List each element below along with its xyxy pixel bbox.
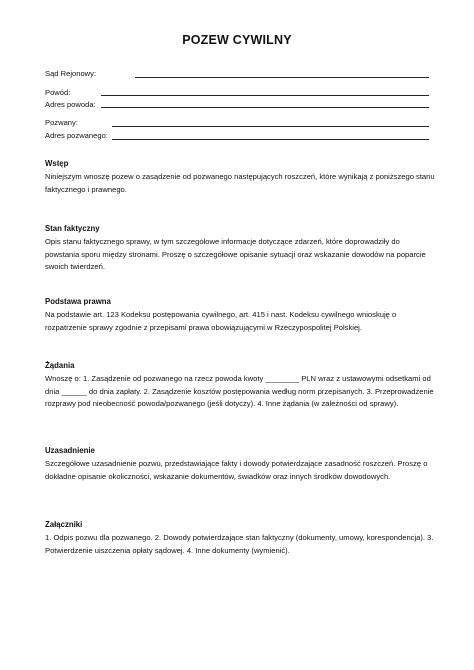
plaintiff-label: Powód:: [45, 88, 71, 97]
section-text-facts: Opis stanu faktycznego sprawy, w tym szczegółowe informacje dotyczące zdarzeń, które doprowadziły do powstania sporu między stronami. Proszę o szczegółowe opisanie sytuacji oraz wskazanie dowodów na poparcie swoich twierdzeń.: [45, 237, 426, 272]
section-text-attachments: 1. Odpis pozwu dla pozwanego. 2. Dowody potwierdzające stan faktyczny (dokumenty, umowy, korespondencja). 3. Potwierdzenie uiszczenia opłaty sądowej. 4. Inne dokumenty (wymienić).: [45, 533, 434, 555]
document-title: POZEW CYWILNY: [182, 33, 292, 47]
section-heading-legal-basis: Podstawa prawna: [45, 297, 111, 306]
plaintiff-address-fill-line[interactable]: [101, 107, 429, 108]
section-text-intro: Niniejszym wnoszę pozew o zasądzenie od pozwanego następujących roszczeń, które wynikają z poniższego stanu faktycznego i prawnego.: [45, 172, 435, 194]
section-text-justification: Szczegółowe uzasadnienie pozwu, przedstawiające fakty i dowody potwierdzające zasadność roszczeń. Proszę o dokładne opisanie okoliczności, wskazanie dokumentów, świadków oraz innych środków dowodowych.: [45, 459, 428, 481]
section-heading-facts: Stan faktyczny: [45, 224, 100, 233]
plaintiff-address-label: Adres powoda:: [45, 100, 96, 109]
defendant-address-label: Adres pozwanego:: [45, 131, 108, 140]
defendant-fill-line[interactable]: [112, 126, 429, 127]
section-heading-intro: Wstęp: [45, 159, 69, 168]
section-heading-justification: Uzasadnienie: [45, 446, 95, 455]
defendant-address-fill-line[interactable]: [112, 139, 429, 140]
section-heading-attachments: Załączniki: [45, 520, 83, 529]
court-label: Sąd Rejonowy:: [45, 69, 97, 78]
court-fill-line[interactable]: [135, 77, 429, 78]
plaintiff-fill-line[interactable]: [101, 95, 429, 96]
section-heading-demands: Żądania: [45, 361, 75, 370]
section-text-demands: Wnoszę o: 1. Zasądzenie od pozwanego na rzecz powoda kwoty ________ PLN wraz z ustawowymi odsetkami od dnia ______ do dnia zapłaty. 2. Zasądzenie kosztów postępowania według norm przepisanych. 3. Przeprowadzenie rozprawy pod nieobecność powoda/pozwanego (jeśli dotyczy). 4. Inne żądania (w zależności od sprawy).: [45, 374, 434, 409]
defendant-label: Pozwany:: [45, 118, 78, 127]
section-text-legal-basis: Na podstawie art. 123 Kodeksu postępowania cywilnego, art. 415 i nast. Kodeksu cywilnego wnioskuję o rozpatrzenie sprawy zgodnie z przepisami prawa obowiązującymi w Rzeczypospolitej Polskiej.: [45, 310, 397, 332]
